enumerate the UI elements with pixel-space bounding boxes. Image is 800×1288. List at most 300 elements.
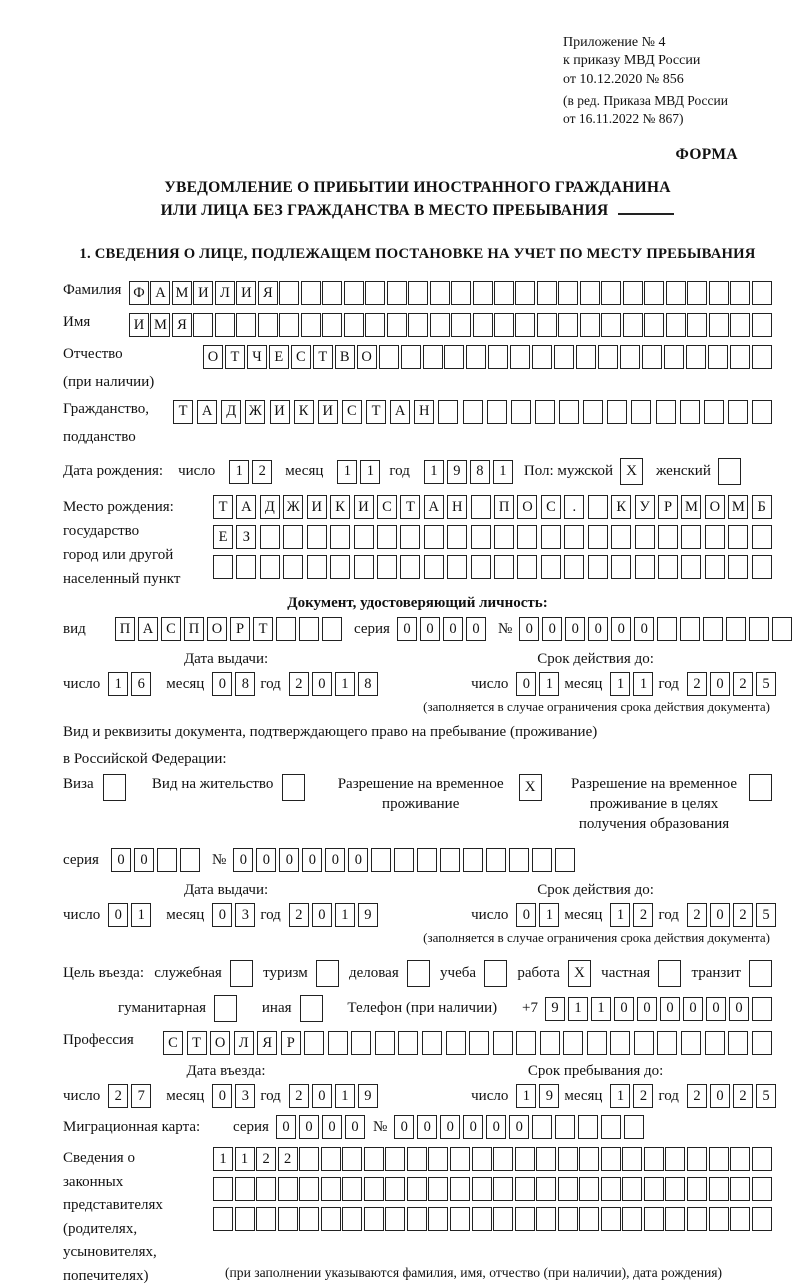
- char-cell[interactable]: [260, 525, 280, 549]
- profession-input[interactable]: [163, 1031, 772, 1055]
- char-cell[interactable]: [559, 400, 579, 424]
- char-cell[interactable]: 1: [493, 460, 513, 484]
- char-cell[interactable]: [644, 281, 664, 305]
- char-cell[interactable]: О: [207, 617, 227, 641]
- char-cell[interactable]: [466, 345, 486, 369]
- char-cell[interactable]: 0: [348, 848, 368, 872]
- char-cell[interactable]: [601, 1147, 621, 1171]
- residence-permit-checkbox[interactable]: [282, 774, 305, 801]
- sex-male-checkbox[interactable]: X: [620, 458, 643, 485]
- char-cell[interactable]: [704, 400, 724, 424]
- char-cell[interactable]: 2: [252, 460, 272, 484]
- char-cell[interactable]: [283, 525, 303, 549]
- char-cell[interactable]: Я: [258, 281, 278, 305]
- char-cell[interactable]: [752, 281, 772, 305]
- char-cell[interactable]: [440, 848, 460, 872]
- char-cell[interactable]: Р: [281, 1031, 301, 1055]
- char-cell[interactable]: [450, 1207, 470, 1231]
- char-cell[interactable]: [463, 400, 483, 424]
- char-cell[interactable]: [493, 1177, 513, 1201]
- char-cell[interactable]: [681, 1031, 701, 1055]
- char-cell[interactable]: [680, 617, 700, 641]
- char-cell[interactable]: [301, 313, 321, 337]
- char-cell[interactable]: 1: [335, 903, 355, 927]
- char-cell[interactable]: [666, 313, 686, 337]
- char-cell[interactable]: [537, 281, 557, 305]
- char-cell[interactable]: [488, 345, 508, 369]
- char-cell[interactable]: [752, 1147, 772, 1171]
- char-cell[interactable]: [709, 1207, 729, 1231]
- doc-series-input[interactable]: [397, 617, 486, 641]
- char-cell[interactable]: [642, 345, 662, 369]
- char-cell[interactable]: П: [184, 617, 204, 641]
- char-cell[interactable]: [494, 525, 514, 549]
- char-cell[interactable]: 2: [687, 903, 707, 927]
- char-cell[interactable]: [772, 617, 792, 641]
- char-cell[interactable]: Л: [215, 281, 235, 305]
- char-cell[interactable]: О: [705, 495, 725, 519]
- char-cell[interactable]: [601, 1177, 621, 1201]
- char-cell[interactable]: Т: [173, 400, 193, 424]
- char-cell[interactable]: 0: [299, 1115, 319, 1139]
- doc-issue-year[interactable]: [289, 672, 378, 696]
- char-cell[interactable]: 1: [229, 460, 249, 484]
- char-cell[interactable]: [730, 281, 750, 305]
- char-cell[interactable]: [307, 525, 327, 549]
- char-cell[interactable]: М: [172, 281, 192, 305]
- char-cell[interactable]: [554, 345, 574, 369]
- char-cell[interactable]: [601, 1115, 621, 1139]
- permit-issue-month[interactable]: [212, 903, 255, 927]
- char-cell[interactable]: [555, 1115, 575, 1139]
- char-cell[interactable]: [634, 1031, 654, 1055]
- char-cell[interactable]: 0: [417, 1115, 437, 1139]
- citizenship-input[interactable]: [173, 400, 772, 424]
- char-cell[interactable]: .: [564, 495, 584, 519]
- char-cell[interactable]: [658, 525, 678, 549]
- char-cell[interactable]: [354, 525, 374, 549]
- char-cell[interactable]: [471, 525, 491, 549]
- char-cell[interactable]: [472, 1207, 492, 1231]
- char-cell[interactable]: 5: [756, 1084, 776, 1108]
- char-cell[interactable]: [430, 281, 450, 305]
- char-cell[interactable]: 1: [213, 1147, 233, 1171]
- char-cell[interactable]: [215, 313, 235, 337]
- char-cell[interactable]: [365, 313, 385, 337]
- char-cell[interactable]: 0: [108, 903, 128, 927]
- char-cell[interactable]: [235, 1177, 255, 1201]
- char-cell[interactable]: [328, 1031, 348, 1055]
- char-cell[interactable]: [438, 400, 458, 424]
- char-cell[interactable]: [752, 400, 772, 424]
- char-cell[interactable]: И: [193, 281, 213, 305]
- char-cell[interactable]: 0: [516, 903, 536, 927]
- char-cell[interactable]: 9: [539, 1084, 559, 1108]
- char-cell[interactable]: А: [390, 400, 410, 424]
- char-cell[interactable]: [515, 1147, 535, 1171]
- char-cell[interactable]: [657, 1031, 677, 1055]
- permit-valid-year[interactable]: [687, 903, 776, 927]
- char-cell[interactable]: [709, 1147, 729, 1171]
- char-cell[interactable]: 0: [312, 672, 332, 696]
- char-cell[interactable]: 1: [539, 672, 559, 696]
- char-cell[interactable]: [304, 1031, 324, 1055]
- char-cell[interactable]: [472, 1177, 492, 1201]
- char-cell[interactable]: 9: [545, 997, 565, 1021]
- char-cell[interactable]: [321, 1177, 341, 1201]
- char-cell[interactable]: [579, 1147, 599, 1171]
- char-cell[interactable]: С: [541, 495, 561, 519]
- char-cell[interactable]: [558, 281, 578, 305]
- char-cell[interactable]: [730, 313, 750, 337]
- char-cell[interactable]: [330, 555, 350, 579]
- char-cell[interactable]: [344, 313, 364, 337]
- char-cell[interactable]: [322, 313, 342, 337]
- char-cell[interactable]: [471, 555, 491, 579]
- char-cell[interactable]: И: [318, 400, 338, 424]
- char-cell[interactable]: [301, 281, 321, 305]
- char-cell[interactable]: 3: [235, 1084, 255, 1108]
- char-cell[interactable]: [728, 555, 748, 579]
- char-cell[interactable]: [752, 345, 772, 369]
- char-cell[interactable]: [494, 313, 514, 337]
- permit-series-input[interactable]: [111, 848, 200, 872]
- char-cell[interactable]: [394, 848, 414, 872]
- char-cell[interactable]: О: [203, 345, 223, 369]
- char-cell[interactable]: 0: [683, 997, 703, 1021]
- char-cell[interactable]: [180, 848, 200, 872]
- doc-valid-year[interactable]: [687, 672, 776, 696]
- char-cell[interactable]: [330, 525, 350, 549]
- char-cell[interactable]: [536, 1177, 556, 1201]
- char-cell[interactable]: [728, 1031, 748, 1055]
- char-cell[interactable]: 0: [279, 848, 299, 872]
- char-cell[interactable]: [558, 313, 578, 337]
- purpose-private-checkbox[interactable]: [658, 960, 681, 987]
- char-cell[interactable]: 0: [420, 617, 440, 641]
- char-cell[interactable]: 2: [256, 1147, 276, 1171]
- purpose-work-checkbox[interactable]: X: [568, 960, 591, 987]
- char-cell[interactable]: 0: [302, 848, 322, 872]
- char-cell[interactable]: [424, 525, 444, 549]
- char-cell[interactable]: [580, 313, 600, 337]
- char-cell[interactable]: 0: [312, 1084, 332, 1108]
- char-cell[interactable]: 0: [660, 997, 680, 1021]
- char-cell[interactable]: Т: [400, 495, 420, 519]
- char-cell[interactable]: 6: [131, 672, 151, 696]
- char-cell[interactable]: [213, 1207, 233, 1231]
- char-cell[interactable]: [588, 495, 608, 519]
- char-cell[interactable]: Е: [269, 345, 289, 369]
- char-cell[interactable]: А: [236, 495, 256, 519]
- char-cell[interactable]: [408, 281, 428, 305]
- char-cell[interactable]: [536, 1207, 556, 1231]
- char-cell[interactable]: [728, 400, 748, 424]
- char-cell[interactable]: [428, 1147, 448, 1171]
- char-cell[interactable]: 2: [733, 903, 753, 927]
- char-cell[interactable]: [450, 1147, 470, 1171]
- char-cell[interactable]: 2: [289, 1084, 309, 1108]
- char-cell[interactable]: [687, 313, 707, 337]
- char-cell[interactable]: Я: [172, 313, 192, 337]
- char-cell[interactable]: [424, 555, 444, 579]
- char-cell[interactable]: 0: [542, 617, 562, 641]
- char-cell[interactable]: [752, 525, 772, 549]
- char-cell[interactable]: [322, 617, 342, 641]
- char-cell[interactable]: [493, 1207, 513, 1231]
- char-cell[interactable]: Ч: [247, 345, 267, 369]
- migration-number-input[interactable]: [394, 1115, 644, 1139]
- char-cell[interactable]: [299, 1207, 319, 1231]
- char-cell[interactable]: 1: [633, 672, 653, 696]
- char-cell[interactable]: [752, 997, 772, 1021]
- char-cell[interactable]: [451, 313, 471, 337]
- char-cell[interactable]: Н: [447, 495, 467, 519]
- char-cell[interactable]: [354, 555, 374, 579]
- char-cell[interactable]: О: [517, 495, 537, 519]
- char-cell[interactable]: [400, 555, 420, 579]
- char-cell[interactable]: Р: [658, 495, 678, 519]
- char-cell[interactable]: [283, 555, 303, 579]
- char-cell[interactable]: Л: [234, 1031, 254, 1055]
- char-cell[interactable]: 5: [756, 903, 776, 927]
- purpose-transit-checkbox[interactable]: [749, 960, 772, 987]
- char-cell[interactable]: [644, 313, 664, 337]
- doc-type-input[interactable]: [115, 617, 342, 641]
- char-cell[interactable]: С: [291, 345, 311, 369]
- char-cell[interactable]: [665, 1177, 685, 1201]
- char-cell[interactable]: 0: [212, 903, 232, 927]
- char-cell[interactable]: Д: [260, 495, 280, 519]
- char-cell[interactable]: [236, 313, 256, 337]
- char-cell[interactable]: [276, 617, 296, 641]
- char-cell[interactable]: 0: [637, 997, 657, 1021]
- char-cell[interactable]: [665, 1147, 685, 1171]
- surname-input[interactable]: [129, 281, 772, 305]
- temp-residence-edu-checkbox[interactable]: [749, 774, 772, 801]
- char-cell[interactable]: [752, 1207, 772, 1231]
- char-cell[interactable]: 2: [278, 1147, 298, 1171]
- char-cell[interactable]: [532, 345, 552, 369]
- char-cell[interactable]: 1: [335, 672, 355, 696]
- char-cell[interactable]: 1: [131, 903, 151, 927]
- phone-input[interactable]: [545, 997, 772, 1021]
- char-cell[interactable]: 0: [706, 997, 726, 1021]
- doc-issue-day[interactable]: [108, 672, 151, 696]
- char-cell[interactable]: [541, 555, 561, 579]
- char-cell[interactable]: [344, 281, 364, 305]
- char-cell[interactable]: 1: [424, 460, 444, 484]
- char-cell[interactable]: [728, 525, 748, 549]
- char-cell[interactable]: [430, 313, 450, 337]
- char-cell[interactable]: 0: [443, 617, 463, 641]
- char-cell[interactable]: Т: [366, 400, 386, 424]
- char-cell[interactable]: [278, 1207, 298, 1231]
- sex-female-checkbox[interactable]: [718, 458, 741, 485]
- char-cell[interactable]: [579, 1207, 599, 1231]
- char-cell[interactable]: 1: [516, 1084, 536, 1108]
- char-cell[interactable]: 1: [337, 460, 357, 484]
- char-cell[interactable]: 0: [634, 617, 654, 641]
- char-cell[interactable]: 1: [108, 672, 128, 696]
- char-cell[interactable]: 0: [519, 617, 539, 641]
- char-cell[interactable]: [752, 555, 772, 579]
- char-cell[interactable]: [532, 848, 552, 872]
- char-cell[interactable]: [705, 1031, 725, 1055]
- char-cell[interactable]: [299, 617, 319, 641]
- representatives-input-line2[interactable]: [213, 1177, 772, 1201]
- char-cell[interactable]: [463, 848, 483, 872]
- char-cell[interactable]: [607, 400, 627, 424]
- char-cell[interactable]: И: [307, 495, 327, 519]
- char-cell[interactable]: [730, 345, 750, 369]
- char-cell[interactable]: [598, 345, 618, 369]
- char-cell[interactable]: 0: [212, 672, 232, 696]
- char-cell[interactable]: [726, 617, 746, 641]
- char-cell[interactable]: 1: [360, 460, 380, 484]
- char-cell[interactable]: [517, 555, 537, 579]
- permit-issue-day[interactable]: [108, 903, 151, 927]
- char-cell[interactable]: [428, 1177, 448, 1201]
- char-cell[interactable]: [644, 1147, 664, 1171]
- char-cell[interactable]: [321, 1207, 341, 1231]
- char-cell[interactable]: [351, 1031, 371, 1055]
- char-cell[interactable]: 1: [591, 997, 611, 1021]
- permit-valid-month[interactable]: [610, 903, 653, 927]
- char-cell[interactable]: Т: [225, 345, 245, 369]
- char-cell[interactable]: 0: [463, 1115, 483, 1139]
- char-cell[interactable]: [656, 400, 676, 424]
- char-cell[interactable]: Т: [213, 495, 233, 519]
- char-cell[interactable]: 0: [466, 617, 486, 641]
- char-cell[interactable]: 0: [325, 848, 345, 872]
- char-cell[interactable]: [623, 281, 643, 305]
- char-cell[interactable]: [299, 1147, 319, 1171]
- char-cell[interactable]: Д: [221, 400, 241, 424]
- char-cell[interactable]: М: [150, 313, 170, 337]
- char-cell[interactable]: [558, 1147, 578, 1171]
- char-cell[interactable]: [511, 400, 531, 424]
- char-cell[interactable]: [611, 525, 631, 549]
- char-cell[interactable]: Т: [313, 345, 333, 369]
- char-cell[interactable]: [417, 848, 437, 872]
- birth-place-input-line2[interactable]: [213, 525, 772, 549]
- char-cell[interactable]: Ж: [283, 495, 303, 519]
- char-cell[interactable]: [666, 281, 686, 305]
- char-cell[interactable]: [583, 400, 603, 424]
- permit-valid-day[interactable]: [516, 903, 559, 927]
- char-cell[interactable]: К: [611, 495, 631, 519]
- char-cell[interactable]: 2: [733, 1084, 753, 1108]
- char-cell[interactable]: 7: [131, 1084, 151, 1108]
- birth-year-input[interactable]: [424, 460, 513, 484]
- char-cell[interactable]: [494, 555, 514, 579]
- representatives-input-line3[interactable]: [213, 1207, 772, 1231]
- char-cell[interactable]: У: [635, 495, 655, 519]
- char-cell[interactable]: [444, 345, 464, 369]
- char-cell[interactable]: 1: [335, 1084, 355, 1108]
- char-cell[interactable]: [622, 1147, 642, 1171]
- char-cell[interactable]: [665, 1207, 685, 1231]
- char-cell[interactable]: 8: [470, 460, 490, 484]
- char-cell[interactable]: [730, 1177, 750, 1201]
- char-cell[interactable]: [541, 525, 561, 549]
- char-cell[interactable]: [256, 1207, 276, 1231]
- char-cell[interactable]: [469, 1031, 489, 1055]
- char-cell[interactable]: [364, 1207, 384, 1231]
- char-cell[interactable]: [681, 525, 701, 549]
- char-cell[interactable]: 0: [710, 1084, 730, 1108]
- doc-valid-day[interactable]: [516, 672, 559, 696]
- char-cell[interactable]: [536, 1147, 556, 1171]
- char-cell[interactable]: 2: [289, 903, 309, 927]
- char-cell[interactable]: [236, 555, 256, 579]
- doc-valid-month[interactable]: [610, 672, 653, 696]
- char-cell[interactable]: [398, 1031, 418, 1055]
- char-cell[interactable]: 0: [256, 848, 276, 872]
- char-cell[interactable]: [279, 313, 299, 337]
- char-cell[interactable]: О: [357, 345, 377, 369]
- char-cell[interactable]: [422, 1031, 442, 1055]
- char-cell[interactable]: [622, 1207, 642, 1231]
- char-cell[interactable]: [260, 555, 280, 579]
- birth-place-input-line3[interactable]: [213, 555, 772, 579]
- char-cell[interactable]: [564, 525, 584, 549]
- char-cell[interactable]: 1: [568, 997, 588, 1021]
- char-cell[interactable]: 0: [710, 903, 730, 927]
- char-cell[interactable]: В: [335, 345, 355, 369]
- char-cell[interactable]: [730, 1147, 750, 1171]
- char-cell[interactable]: 0: [276, 1115, 296, 1139]
- char-cell[interactable]: [387, 313, 407, 337]
- char-cell[interactable]: С: [342, 400, 362, 424]
- char-cell[interactable]: [515, 313, 535, 337]
- char-cell[interactable]: С: [377, 495, 397, 519]
- char-cell[interactable]: Р: [230, 617, 250, 641]
- char-cell[interactable]: 2: [733, 672, 753, 696]
- char-cell[interactable]: [407, 1207, 427, 1231]
- char-cell[interactable]: [256, 1177, 276, 1201]
- char-cell[interactable]: З: [236, 525, 256, 549]
- char-cell[interactable]: 2: [633, 1084, 653, 1108]
- char-cell[interactable]: [658, 555, 678, 579]
- char-cell[interactable]: [342, 1147, 362, 1171]
- char-cell[interactable]: [540, 1031, 560, 1055]
- char-cell[interactable]: [307, 555, 327, 579]
- char-cell[interactable]: 1: [610, 672, 630, 696]
- char-cell[interactable]: 2: [289, 672, 309, 696]
- char-cell[interactable]: [213, 1177, 233, 1201]
- char-cell[interactable]: [375, 1031, 395, 1055]
- char-cell[interactable]: 8: [358, 672, 378, 696]
- char-cell[interactable]: 1: [235, 1147, 255, 1171]
- first-name-input[interactable]: [129, 313, 772, 337]
- purpose-study-checkbox[interactable]: [484, 960, 507, 987]
- char-cell[interactable]: 0: [588, 617, 608, 641]
- char-cell[interactable]: [515, 1177, 535, 1201]
- char-cell[interactable]: 1: [610, 903, 630, 927]
- stay-day[interactable]: [516, 1084, 559, 1108]
- char-cell[interactable]: [705, 555, 725, 579]
- char-cell[interactable]: [623, 313, 643, 337]
- char-cell[interactable]: И: [129, 313, 149, 337]
- char-cell[interactable]: И: [354, 495, 374, 519]
- char-cell[interactable]: [515, 1207, 535, 1231]
- char-cell[interactable]: [601, 1207, 621, 1231]
- char-cell[interactable]: [299, 1177, 319, 1201]
- char-cell[interactable]: [752, 1177, 772, 1201]
- patronymic-input[interactable]: [203, 345, 772, 369]
